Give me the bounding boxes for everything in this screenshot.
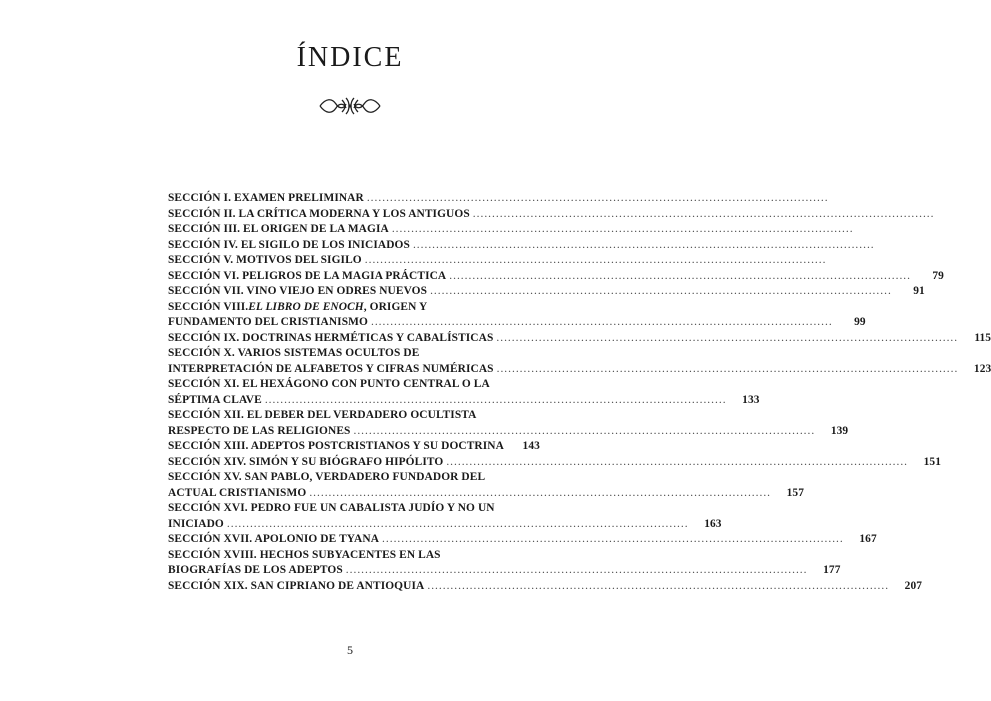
toc-entry-title: SECCIÓN XI. EL HEXÁGONO CON PUNTO CENTRAL O LA <box>168 378 490 390</box>
toc-page-number: 163 <box>704 517 722 530</box>
toc-page-number: 91 <box>913 285 925 297</box>
toc-entry <box>168 455 942 471</box>
toc-line <box>168 346 538 362</box>
toc-line <box>168 238 875 254</box>
toc-entry <box>168 284 925 300</box>
table-of-contents <box>168 191 991 594</box>
toc-entry-italic-title: EL LIBRO DE ENOCH <box>248 300 364 313</box>
page-title: ÍNDICE <box>296 42 404 73</box>
toc-leader-dots: ........................................................................................................................ <box>366 192 829 204</box>
toc-entry-title: FUNDAMENTO DEL CRISTIANISMO <box>168 316 368 328</box>
toc-entry-title: INICIADO <box>168 517 224 530</box>
toc-entry-title: SECCIÓN IV. EL SIGILO DE LOS INICIADOS <box>168 238 410 251</box>
toc-line <box>168 532 877 548</box>
toc-leader-dots: ........................................................................................................................ <box>430 285 892 297</box>
toc-line <box>168 269 944 285</box>
toc-page-number: 139 <box>830 424 849 437</box>
toc-line <box>168 207 935 223</box>
toc-line <box>168 253 827 269</box>
toc-leader-dots: ........................................................................................................................ <box>264 393 727 406</box>
toc-page-number: 79 <box>932 269 944 282</box>
toc-line <box>168 284 925 300</box>
toc-leader-dots: ........................................................................................................................ <box>364 254 827 266</box>
toc-entry <box>168 346 991 377</box>
toc-leader-dots: ........................................................................................................................ <box>496 362 959 375</box>
toc-page-number: 151 <box>923 455 942 468</box>
toc-page-number: 167 <box>859 533 877 545</box>
toc-entry <box>168 300 866 331</box>
toc-line <box>168 300 538 316</box>
toc-leader-dots: ........................................................................................................................ <box>446 455 909 468</box>
toc-line <box>168 517 722 533</box>
toc-line <box>168 501 538 517</box>
toc-line <box>168 222 854 238</box>
page-number: 5 <box>347 643 353 657</box>
toc-leader-dots: ........................................................................................................................ <box>496 331 959 344</box>
toc-page-number: 133 <box>742 393 760 406</box>
toc-entry-title: SECCIÓN XVII. APOLONIO DE TYANA <box>168 533 380 545</box>
toc-leader-dots: ........................................................................................................................ <box>472 207 935 220</box>
toc-line <box>168 315 866 331</box>
toc-leader-dots: ........................................................................................................................ <box>370 316 833 328</box>
toc-leader-dots: ........................................................................................................................ <box>345 564 808 576</box>
toc-page-number: 99 <box>854 316 866 328</box>
toc-entry-title: SÉPTIMA CLAVE <box>168 393 262 406</box>
ornament-flourish-icon <box>316 92 384 120</box>
toc-entry-title: SECCIÓN X. VARIOS SISTEMAS OCULTOS DE <box>168 347 420 359</box>
toc-entry <box>168 269 944 285</box>
toc-entry-title: SECCIÓN VII. VINO VIEJO EN ODRES NUEVOS <box>168 285 428 297</box>
toc-entry-title: ACTUAL CRISTIANISMO <box>168 486 307 499</box>
toc-leader-dots: ........................................................................................................................ <box>309 486 772 499</box>
toc-entry <box>168 253 827 269</box>
toc-entry <box>168 470 805 501</box>
toc-entry-title: SECCIÓN I. EXAMEN PRELIMINAR <box>168 192 364 204</box>
toc-entry-title: SECCIÓN XII. EL DEBER DEL VERDADERO OCULTISTA <box>168 409 477 421</box>
toc-entry-title: SECCIÓN XIII. ADEPTOS POSTCRISTIANOS Y SU DOCTRINA <box>168 440 504 452</box>
toc-entry-title: SECCIÓN XV. SAN PABLO, VERDADERO FUNDADOR DEL <box>168 471 486 483</box>
toc-leader-dots: ........................................................................................................................ <box>449 269 911 282</box>
toc-entry-title-rest: , ORIGEN Y <box>363 300 428 313</box>
toc-entry <box>168 501 722 532</box>
toc-page-number: 123 <box>973 362 991 375</box>
toc-entry <box>168 191 829 207</box>
toc-page-number: 207 <box>904 579 923 592</box>
toc-line <box>168 579 923 595</box>
toc-entry <box>168 331 991 347</box>
toc-leader-dots: ........................................................................................................................ <box>353 424 816 437</box>
toc-page-number: 143 <box>522 440 540 452</box>
toc-entry-title: SECCIÓN VI. PELIGROS DE LA MAGIA PRÁCTICA <box>168 269 447 282</box>
toc-line <box>168 191 829 207</box>
toc-leader-dots: ........................................................................................................................ <box>382 533 844 545</box>
toc-entry <box>168 548 841 579</box>
toc-line <box>168 486 805 502</box>
toc-entry-title: SECCIÓN V. MOTIVOS DEL SIGILO <box>168 254 362 266</box>
toc-entry-title: SECCIÓN III. EL ORIGEN DE LA MAGIA <box>168 223 389 235</box>
toc-entry <box>168 532 877 548</box>
toc-leader-dots: ........................................................................................................................ <box>226 517 689 530</box>
toc-entry-title: BIOGRAFÍAS DE LOS ADEPTOS <box>168 564 343 576</box>
toc-page-number: 157 <box>786 486 805 499</box>
toc-page-number: 177 <box>823 564 841 576</box>
toc-line <box>168 548 538 564</box>
toc-entry-title: SECCIÓN XIV. SIMÓN Y SU BIÓGRAFO HIPÓLITO <box>168 455 444 468</box>
toc-entry-title: INTERPRETACIÓN DE ALFABETOS Y CIFRAS NUMÉRICAS <box>168 362 494 375</box>
toc-line <box>168 455 942 471</box>
toc-leader-dots: ........................................................................................................................ <box>412 238 875 251</box>
toc-page-number: 115 <box>974 331 991 344</box>
toc-line <box>168 331 991 347</box>
toc-line <box>168 362 991 378</box>
toc-entry <box>168 408 849 439</box>
toc-line <box>168 424 849 440</box>
toc-entry <box>168 377 760 408</box>
toc-entry <box>168 579 923 595</box>
toc-entry <box>168 238 875 254</box>
toc-entry-title: SECCIÓN XVIII. HECHOS SUBYACENTES EN LAS <box>168 548 441 561</box>
toc-line <box>168 470 538 486</box>
toc-leader-dots: ........................................................................................................................ <box>391 223 854 235</box>
toc-entry-title: SECCIÓN II. LA CRÍTICA MODERNA Y LOS ANTIGUOS <box>168 207 470 220</box>
toc-entry-title: RESPECTO DE LAS RELIGIONES <box>168 424 351 437</box>
toc-line <box>168 563 841 579</box>
toc-entry-title: SECCIÓN IX. DOCTRINAS HERMÉTICAS Y CABALÍSTICAS <box>168 331 494 344</box>
toc-line <box>168 393 760 409</box>
toc-entry <box>168 222 854 238</box>
toc-line <box>168 408 538 424</box>
toc-entry-title: SECCIÓN XVI. PEDRO FUE UN CABALISTA JUDÍO Y NO UN <box>168 502 495 514</box>
toc-line <box>168 439 538 455</box>
toc-line <box>168 377 538 393</box>
toc-entry-title: SECCIÓN VIII. <box>168 300 249 313</box>
toc-entry <box>168 207 935 223</box>
toc-entry-title: SECCIÓN XIX. SAN CIPRIANO DE ANTIOQUIA <box>168 579 425 592</box>
toc-entry <box>168 439 538 455</box>
toc-leader-dots: ........................................................................................................................ <box>427 579 890 592</box>
